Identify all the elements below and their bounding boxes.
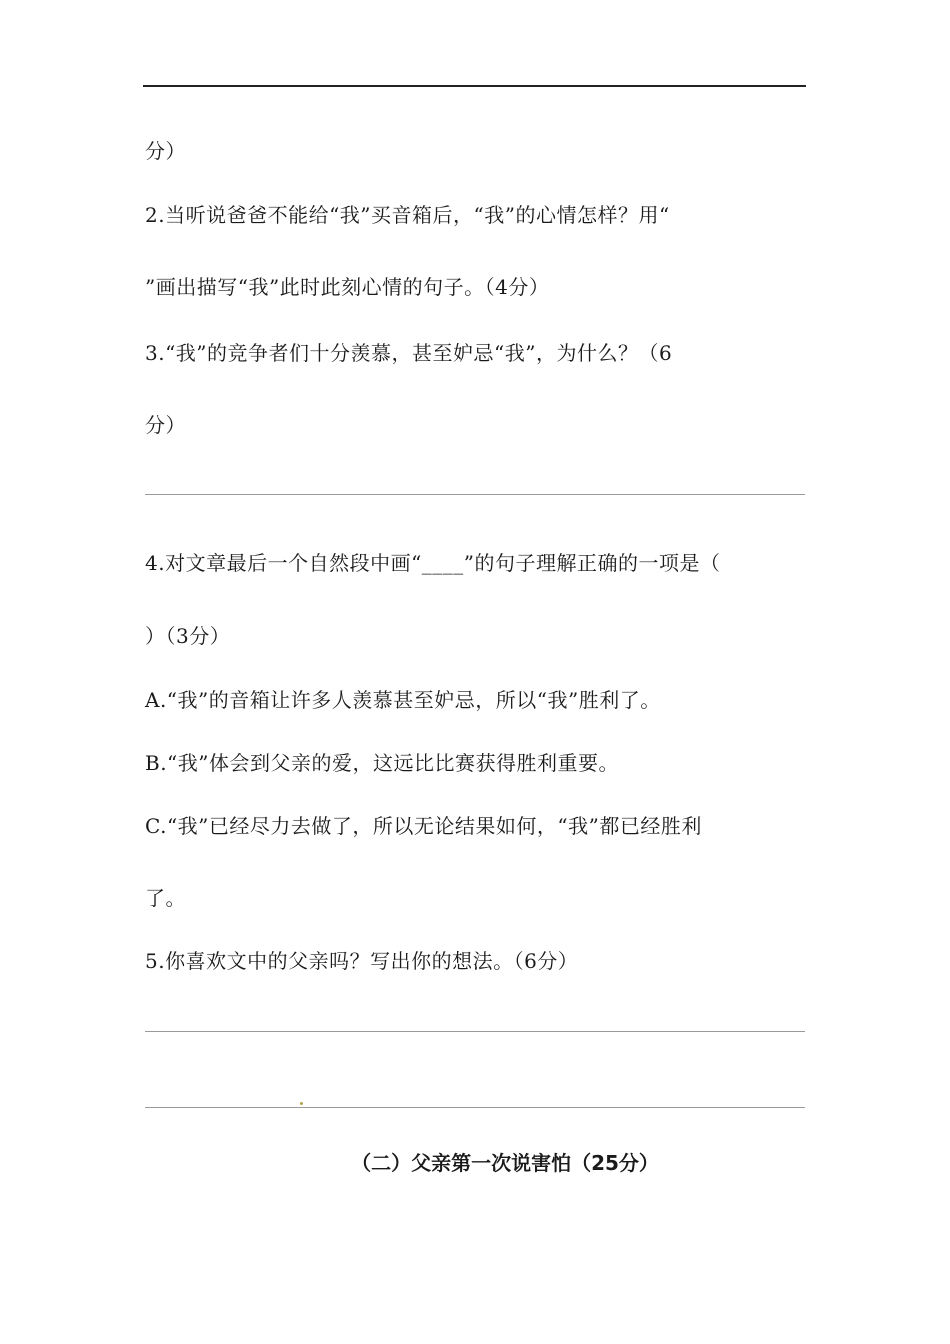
question-2-line-1: 2.当听说爸爸不能给“我”买音箱后，“我”的心情怎样？用“	[145, 203, 670, 227]
question-4-line-2: ）（3分）	[145, 624, 231, 648]
question-5: 5.你喜欢文中的父亲吗？写出你的想法。（6分）	[145, 949, 579, 973]
option-c-line-2: 了。	[145, 886, 186, 910]
ink-speck	[300, 1102, 303, 1105]
answer-line-q5-2[interactable]	[145, 1107, 805, 1108]
option-b: B.“我”体会到父亲的爱，这远比比赛获得胜利重要。	[145, 751, 620, 775]
q1-tail: 分）	[145, 139, 186, 163]
question-4-line-1: 4.对文章最后一个自然段中画“____”的句子理解正确的一项是（	[145, 551, 721, 575]
section-title: （二）父亲第一次说害怕（25分）	[351, 1151, 659, 1175]
top-rule	[143, 85, 806, 87]
option-a: A.“我”的音箱让许多人羡慕甚至妒忌，所以“我”胜利了。	[145, 688, 661, 712]
question-2-line-2: ”画出描写“我”此时此刻心情的句子。（4分）	[145, 275, 550, 299]
answer-line-q3[interactable]	[145, 494, 805, 495]
question-3-line-2: 分）	[145, 413, 186, 437]
answer-line-q5-1[interactable]	[145, 1031, 805, 1032]
option-c-line-1: C.“我”已经尽力去做了，所以无论结果如何，“我”都已经胜利	[145, 814, 702, 838]
question-3-line-1: 3.“我”的竞争者们十分羡慕，甚至妒忌“我”，为什么？（6	[145, 341, 673, 365]
